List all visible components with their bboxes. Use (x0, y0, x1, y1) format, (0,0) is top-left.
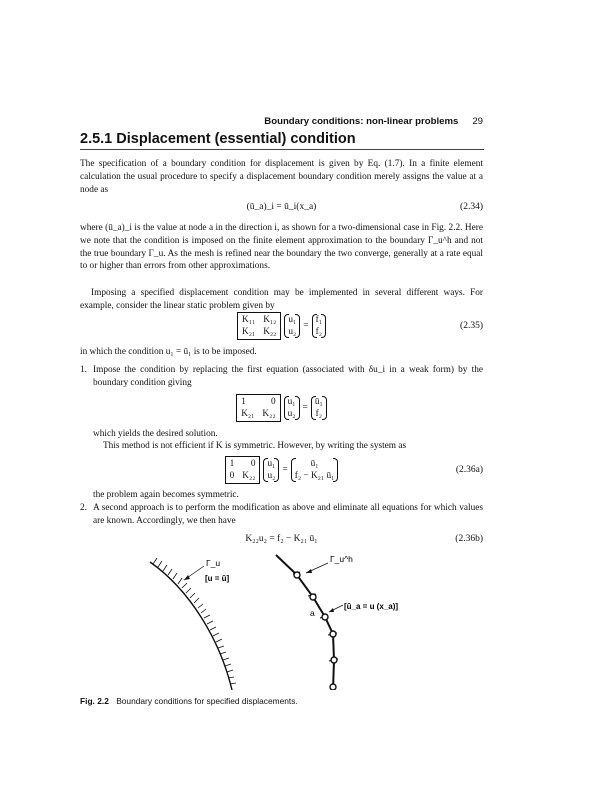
matrix-k22: K₂₂ (263, 327, 277, 337)
vector-f2: f₂ (315, 327, 322, 337)
figure-2-2 (0, 550, 603, 690)
discrete-boundary-label: Γ_u^h (330, 554, 353, 564)
sym-matrix-21: 0 (229, 471, 235, 481)
section-rule (80, 149, 484, 150)
list-item-2 (80, 502, 483, 528)
list-item-1-note (80, 440, 483, 453)
sym-unknown-vector (263, 458, 279, 482)
equation-2-36a-number: (2.36a) (455, 465, 483, 475)
paragraph-3 (80, 287, 483, 313)
vector-f1: f₁ (315, 315, 322, 325)
mesh-node (310, 594, 316, 600)
symmetric-matrix (225, 456, 261, 484)
force-vector (312, 314, 326, 338)
list-item-1-note-text: This method is not efficient if K is symmetric. However, by writing the system as (103, 441, 407, 451)
matrix-k12: K₁₂ (263, 315, 277, 325)
mod-unknown-vector (284, 396, 300, 420)
mod-matrix-22: K₂₂ (262, 409, 276, 419)
figure-caption-text: Boundary conditions for specified displacements. (116, 696, 298, 706)
page-number: 29 (472, 116, 483, 127)
mod-rhs-1: ū₁ (314, 397, 323, 407)
list-item-1-after-text: which yields the desired solution. (93, 429, 218, 439)
equation-unnumbered-body (236, 394, 327, 422)
vector-u1: u₁ (288, 315, 297, 325)
list-item-1-number: 1. (80, 365, 87, 375)
list-item-1-after (80, 428, 483, 441)
sym-rhs-2: f₂ − K₂₁ ū₁ (294, 471, 335, 481)
sym-matrix-22: K₂₂ (242, 471, 256, 481)
running-title: Boundary conditions: non-linear problems (264, 116, 459, 127)
equation-2-35-number: (2.35) (460, 321, 483, 331)
equation-2-35 (80, 312, 483, 342)
list-item-1-text: Impose the condition by replacing the first equation (associated with δu_i in a weak form) by the boundary condition giving (93, 365, 483, 388)
equation-2-34-number: (2.34) (460, 202, 483, 212)
mod-rhs-vector (311, 396, 327, 420)
figure-caption-label: Fig. 2.2 (80, 696, 109, 706)
list-item-2-text: A second approach is to perform the modification as above and eliminate all equations for which values are known. Accordingly, we then have (93, 503, 483, 526)
equation-2-36b-expr: K₂₂u₂ = f₂ − K₂₁ ū₁ (245, 534, 318, 544)
mesh-node (331, 657, 337, 663)
mesh-node (330, 631, 336, 637)
true-boundary-label: Γ_u (206, 558, 221, 568)
running-header (80, 116, 483, 127)
list-item-1 (80, 364, 483, 390)
paragraph-1-text: The specification of a boundary condition for displacement is given by Eq. (1.7). In a finite element calculation the usual procedure to specify a displacement boundary condition merely assigns the value at a node as (80, 159, 483, 195)
displacement-condition-label: [u = ū] (205, 574, 230, 583)
equation-2-36a-body (225, 456, 339, 484)
mod-rhs-2: f₂ (315, 409, 322, 419)
paragraph-4-text: in which the condition u₁ = ū₁ is to be imposed. (80, 347, 257, 357)
paragraph-4 (80, 346, 483, 359)
mod-vector-u1: u₁ (287, 397, 296, 407)
discrete-boundary (276, 555, 343, 690)
paragraph-2-text: where (ū_a)_i is the value at node a in the direction i, as shown for a two-dimensional case in Fig. 2.2. Here we note that the condition is imposed on the finite element approximation to the boundary Γ_u^h and not the true boundary Γ_u. As the mesh is refined near the boundary the two converge, generally at a rate equal to or higher than errors from other approximations. (80, 223, 483, 272)
node-condition-label: [ū_a = u (x_a)] (344, 602, 399, 611)
sym-matrix-11: 1 (229, 459, 235, 469)
vector-u2: u₂ (288, 327, 297, 337)
equation-2-36a (80, 456, 483, 486)
mesh-node (294, 572, 300, 578)
mod-matrix-21: K₂₁ (241, 409, 255, 419)
equation-2-35-body (237, 312, 326, 340)
paragraph-2 (80, 222, 483, 273)
list-item-1-end (80, 489, 483, 502)
sym-vector-u2: u₂ (267, 471, 276, 481)
sym-vector-u1: u₁ (267, 459, 276, 469)
mesh-node (330, 684, 336, 690)
mod-matrix-11: 1 (241, 397, 246, 407)
equation-2-34 (80, 202, 483, 224)
modified-matrix (236, 394, 280, 422)
equation-2-36b-number: (2.36b) (455, 534, 483, 544)
sym-rhs-1: ū₁ (310, 459, 319, 469)
mod-vector-u2: u₂ (287, 409, 296, 419)
list-item-1-end-text: the problem again becomes symmetric. (93, 490, 239, 500)
matrix-k21: K₂₁ (242, 327, 256, 337)
node-a-label: a (310, 608, 315, 618)
stiffness-matrix (237, 312, 281, 340)
unknown-vector (284, 314, 300, 338)
sym-rhs-vector (291, 458, 339, 482)
equals-sign: = (302, 403, 308, 413)
paragraph-1 (80, 158, 483, 196)
equals-sign: = (303, 321, 309, 331)
equation-2-34-expr: (ū_a)_i = ū_i(x_a) (246, 202, 317, 212)
equals-sign: = (282, 465, 288, 475)
mesh-node-a (322, 614, 328, 620)
list-item-2-number: 2. (80, 503, 87, 513)
sym-matrix-12: 0 (250, 459, 256, 469)
paragraph-3-text: Imposing a specified displacement condition may be implemented in several different ways. For example, consider the linear static problem given by (80, 288, 483, 311)
matrix-k11: K₁₁ (242, 315, 256, 325)
mod-matrix-12: 0 (270, 397, 276, 407)
section-title: 2.5.1 Displacement (essential) condition (80, 131, 356, 147)
figure-caption (80, 696, 298, 706)
equation-unnumbered (80, 394, 483, 424)
